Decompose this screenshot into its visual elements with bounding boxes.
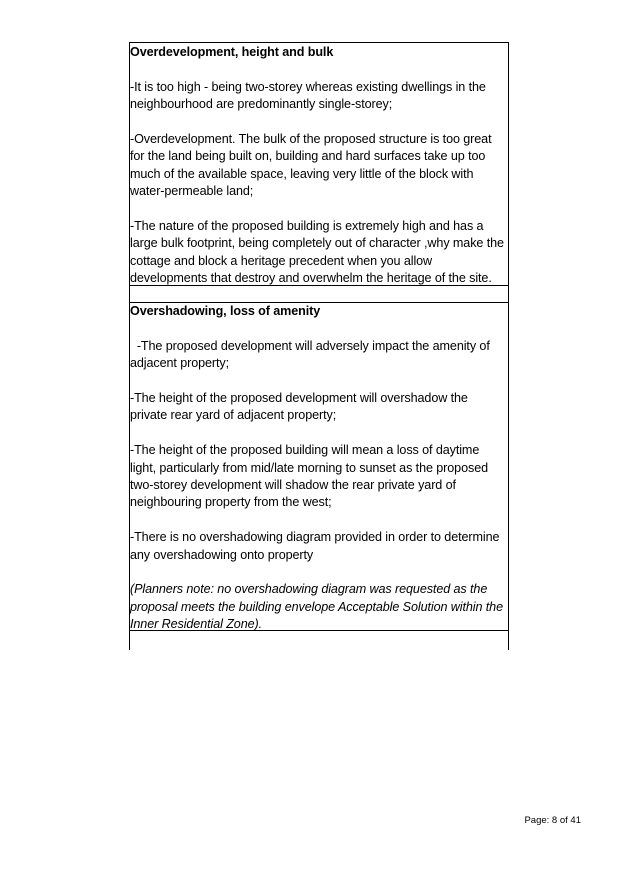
paragraph-loss-of-light: -The height of the proposed building will mean a loss of daytime light, particularly from mid/late morning to sunset as the proposed two-storey development will shadow the rear private yard of neighbouring property from the west;	[130, 443, 488, 510]
paragraph-overdevelopment: -Overdevelopment. The bulk of the proposed structure is too great for the land being built on, building and hard surfaces take up too much of the available space, leaving very little of the block with water-permeable land;	[130, 132, 492, 199]
section-overshadowing	[130, 303, 508, 651]
paragraph-no-diagram: -There is no overshadowing diagram provided in order to determine any overshadowing onto property	[130, 530, 500, 562]
paragraph-nature-of-building: -The nature of the proposed building is extremely high and has a large bulk footprint, being completely out of character ,why make the cottage and block a heritage precedent when you allow developments that destroy and overwhelm the heritage of the site.	[130, 219, 504, 286]
paragraph-adverse-impact: -The proposed development will adversely impact the amenity of adjacent property;	[130, 338, 494, 371]
planners-note: (Planners note: no overshadowing diagram was requested as the proposal meets the building envelope Acceptable Solution within the Inner Residential Zone).	[130, 582, 503, 632]
paragraph-too-high: -It is too high - being two-storey whereas existing dwellings in the neighbourhood are predominantly single-storey;	[130, 79, 486, 112]
paragraph-overshadow-yard: -The height of the proposed development will overshadow the private rear yard of adjacent property;	[130, 391, 468, 423]
section-heading-overshadowing: Overshadowing, loss of amenity	[130, 304, 321, 318]
section-heading-overdevelopment: Overdevelopment, height and bulk	[130, 45, 334, 59]
page-number: Page: 8 of 41	[524, 815, 581, 826]
row-divider	[130, 285, 508, 286]
submission-table	[129, 42, 509, 650]
section-overdevelopment	[130, 44, 508, 305]
row-divider	[130, 630, 508, 631]
